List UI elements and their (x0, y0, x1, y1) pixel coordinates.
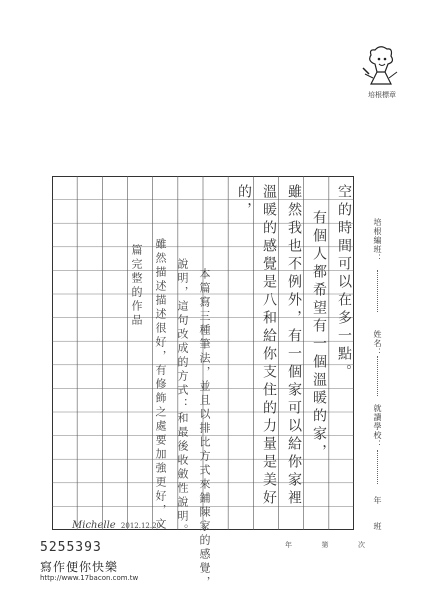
essay-column-4: 溫暖的感覺是八和給你支住的力量是美好 (261, 184, 277, 508)
school-field-line (377, 450, 378, 484)
brand-url: http://www.17bacon.com.tw (40, 574, 139, 582)
teacher-signature (72, 520, 161, 531)
page-label-number: 第 (321, 541, 329, 549)
stamp-label: 培根標章 (368, 91, 396, 99)
class-label: 培根編班： (373, 218, 382, 263)
page-label-year: 年 (285, 541, 292, 549)
page-labels (285, 540, 365, 550)
teacher-comment-4: 篇完整的作品 (130, 244, 143, 328)
school-label: 就讀學校： (373, 404, 382, 449)
essay-column-2: 有個人都希望有一個溫暖的家， (311, 210, 327, 462)
signature-text: Michelle (72, 520, 116, 531)
teacher-comment-2: 說明，這句改成的方式：和最後收斂性說明。 (176, 258, 189, 538)
class-suffix: 班 (373, 522, 382, 531)
class-field-line (377, 270, 378, 312)
page-label-times: 次 (358, 541, 365, 549)
teacher-comment-3: 雖然描述描述很好，有修飾之處要加強更好，文 (154, 238, 167, 532)
essay-column-3: 雖然我也不例外，有一個家可以給你家裡 (286, 184, 302, 508)
teacher-comment-1: 本篇寫三種筆法，並且以排比方式來鋪陳家的感覺， (198, 268, 211, 590)
brand-slogan: 寫作便你快樂 (40, 560, 119, 574)
grade-label: 年 (373, 496, 382, 505)
essay-column-1: 空的時間可以在多一點。 (336, 184, 352, 382)
page-counter: 5255393 (40, 540, 102, 555)
signature-date: 2012.12.20 (120, 522, 161, 530)
name-field-line (377, 356, 378, 396)
name-label: 姓名： (373, 330, 382, 357)
essay-column-5: 的， (236, 184, 252, 220)
